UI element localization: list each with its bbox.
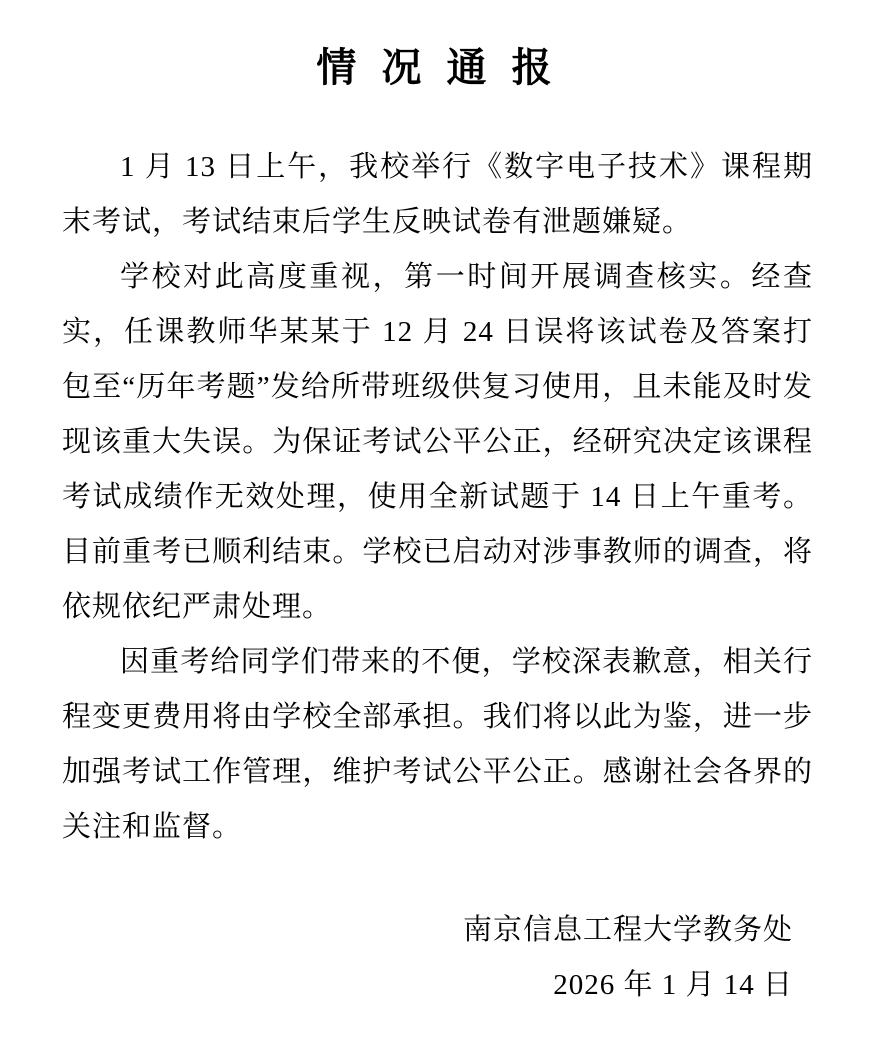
paragraph-incident: 1 月 13 日上午，我校举行《数字电子技术》课程期末考试，考试结束后学生反映试卷有泄题嫌疑。 (62, 151, 813, 238)
paragraph-investigation: 学校对此高度重视，第一时间开展调查核实。经查实，任课教师华某某于 12 月 24 日误将该试卷及答案打包至“历年考题”发给所带班级供复习使用，且未能及时发现该重大失误。为保证考试公平公正，经研究决定该课程考试成绩作无效处理，使用全新试题于 14 日上午重考。目前重考已顺利结束。学校已启动对涉事教师的调查，将依规依纪严肃处理。 (62, 261, 813, 623)
signature-date: 2026 年 1 月 14 日 (553, 969, 793, 1001)
page-title: 情 况 通 报 (316, 46, 559, 90)
signature-block (62, 903, 813, 1013)
paragraph-apology: 因重考给同学们带来的不便，学校深表歉意，相关行程变更费用将由学校全部承担。我们将以此为鉴，进一步加强考试工作管理，维护考试公平公正。感谢社会各界的关注和监督。 (62, 646, 813, 843)
signature-organization: 南京信息工程大学教务处 (462, 914, 793, 946)
document-body (62, 140, 813, 855)
